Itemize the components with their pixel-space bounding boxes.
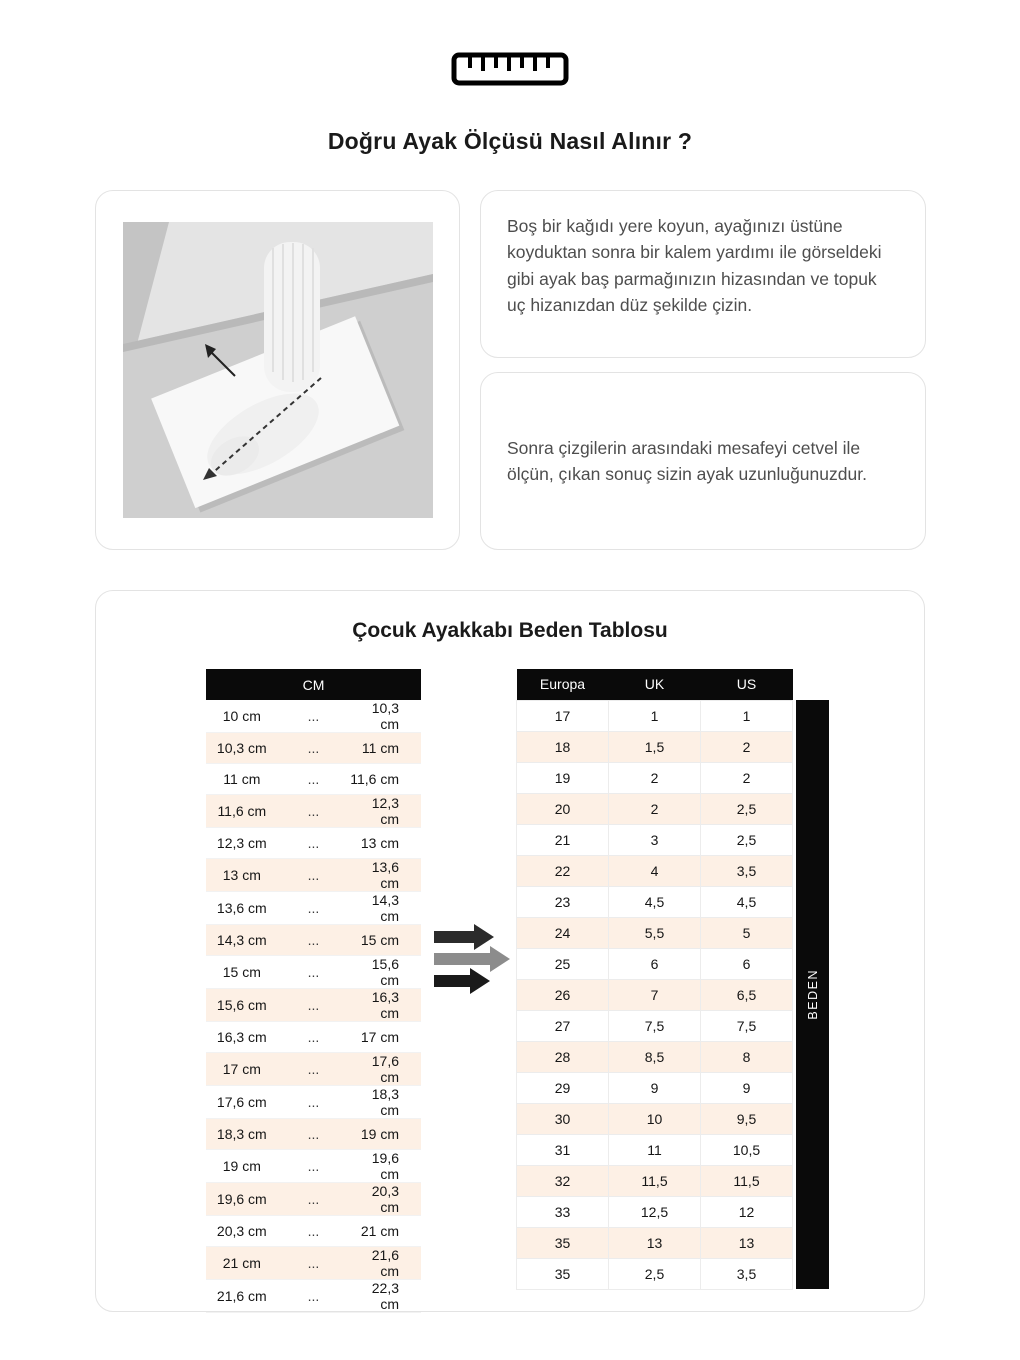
cm-range-separator: ... [278,1280,350,1313]
cm-range-from: 13,6 cm [206,892,278,925]
foot-photo-card [95,190,460,550]
cm-range-from: 10 cm [206,700,278,733]
size-us: 9 [701,1072,793,1103]
size-table-row [517,855,793,886]
size-us: 4,5 [701,886,793,917]
size-uk: 5,5 [609,917,701,948]
size-uk: 6 [609,948,701,979]
size-us: 7,5 [701,1010,793,1041]
size-us: 2,5 [701,793,793,824]
cm-range-to: 13 cm [349,828,421,859]
size-us: 13 [701,1227,793,1258]
size-table-row [517,1010,793,1041]
cm-range-from: 11,6 cm [206,795,278,828]
cm-range-from: 19,6 cm [206,1183,278,1216]
cm-range-to: 14,3 cm [349,892,421,925]
size-us: 1 [701,700,793,731]
size-us: 2 [701,762,793,793]
size-table-row [517,1227,793,1258]
size-europa: 18 [517,731,609,762]
size-us: 2,5 [701,824,793,855]
size-table-row [517,1134,793,1165]
instruction-card-2 [480,372,926,550]
cm-table-row [206,795,421,828]
size-uk: 10 [609,1103,701,1134]
size-table-row [517,700,793,731]
size-us: 6 [701,948,793,979]
size-europa: 32 [517,1165,609,1196]
size-europa: 23 [517,886,609,917]
cm-table-row [206,925,421,956]
size-uk: 7,5 [609,1010,701,1041]
size-uk: 7 [609,979,701,1010]
cm-range-from: 21 cm [206,1247,278,1280]
beden-label: BEDEN [805,969,820,1020]
cm-range-separator: ... [278,1119,350,1150]
size-europa: 19 [517,762,609,793]
size-uk: 13 [609,1227,701,1258]
size-uk: 9 [609,1072,701,1103]
cm-table-row [206,1086,421,1119]
size-table-row [517,1041,793,1072]
size-us: 9,5 [701,1103,793,1134]
cm-range-separator: ... [278,733,350,764]
size-uk: 1 [609,700,701,731]
size-uk: 2 [609,762,701,793]
cm-range-separator: ... [278,1086,350,1119]
size-uk: 2 [609,793,701,824]
cm-range-from: 16,3 cm [206,1022,278,1053]
size-chart-card [95,590,925,1312]
cm-range-separator: ... [278,1150,350,1183]
size-europa: 33 [517,1196,609,1227]
cm-range-separator: ... [278,859,350,892]
cm-range-separator: ... [278,892,350,925]
cm-table-row [206,956,421,989]
cm-range-to: 21 cm [349,1216,421,1247]
instruction-card-1 [480,190,926,358]
cm-range-to: 21,6 cm [349,1247,421,1280]
size-table-row [517,886,793,917]
cm-range-separator: ... [278,1022,350,1053]
cm-range-to: 19 cm [349,1119,421,1150]
size-us: 3,5 [701,1258,793,1289]
cm-table-header: CM [206,669,421,700]
size-table-row [517,1072,793,1103]
size-table-header: US [701,669,793,700]
cm-range-from: 18,3 cm [206,1119,278,1150]
cm-range-separator: ... [278,1247,350,1280]
cm-range-to: 19,6 cm [349,1150,421,1183]
cm-range-separator: ... [278,1183,350,1216]
instruction-step-1: Boş bir kağıdı yere koyun, ayağınızı üstüne koyduktan sonra bir kalem yardımı ile görseldeki gibi ayak baş parmağınızın hizasından ve topuk uç hizanızdan düz şekilde çizin. [507,216,882,315]
cm-table-row [206,892,421,925]
size-uk: 11 [609,1134,701,1165]
cm-table-row [206,1119,421,1150]
size-uk: 4 [609,855,701,886]
size-us: 10,5 [701,1134,793,1165]
cm-range-to: 12,3 cm [349,795,421,828]
size-us: 3,5 [701,855,793,886]
cm-table-row [206,1053,421,1086]
size-us: 5 [701,917,793,948]
size-table-row [517,731,793,762]
cm-range-separator: ... [278,925,350,956]
size-table-row [517,979,793,1010]
size-table-row [517,824,793,855]
size-table-row [517,1196,793,1227]
cm-range-to: 11,6 cm [349,764,421,795]
cm-range-to: 17,6 cm [349,1053,421,1086]
cm-range-from: 17,6 cm [206,1086,278,1119]
cm-range-from: 17 cm [206,1053,278,1086]
cm-table-row [206,733,421,764]
size-table-header: UK [609,669,701,700]
size-table-header-row [517,669,793,700]
ruler-icon [0,52,1020,86]
cm-range-to: 10,3 cm [349,700,421,733]
size-us: 11,5 [701,1165,793,1196]
cm-table-row [206,828,421,859]
size-table-row [517,917,793,948]
cm-range-separator: ... [278,1216,350,1247]
arrow-right-icon [434,968,490,994]
cm-range-to: 13,6 cm [349,859,421,892]
cm-range-from: 14,3 cm [206,925,278,956]
size-us: 12 [701,1196,793,1227]
cm-range-to: 18,3 cm [349,1086,421,1119]
cm-range-separator: ... [278,795,350,828]
size-table-row [517,1258,793,1289]
cm-range-from: 12,3 cm [206,828,278,859]
cm-table-row [206,1150,421,1183]
size-europa: 30 [517,1103,609,1134]
instruction-step-2: Sonra çizgilerin arasındaki mesafeyi cetvel ile ölçün, çıkan sonuç sizin ayak uzunluğunuzdur. [507,437,867,484]
size-europa: 20 [517,793,609,824]
cm-range-to: 16,3 cm [349,989,421,1022]
cm-range-to: 17 cm [349,1022,421,1053]
size-chart-title: Çocuk Ayakkabı Beden Tablosu [352,619,668,642]
size-europa: 26 [517,979,609,1010]
size-europa: 35 [517,1227,609,1258]
size-table-body [517,700,793,1289]
size-europa: 29 [517,1072,609,1103]
cm-range-from: 15,6 cm [206,989,278,1022]
size-europa: 31 [517,1134,609,1165]
cm-range-separator: ... [278,700,350,733]
size-europa: 17 [517,700,609,731]
size-table [516,669,793,1290]
size-uk: 8,5 [609,1041,701,1072]
size-europa: 27 [517,1010,609,1041]
size-uk: 2,5 [609,1258,701,1289]
cm-table [206,669,421,1313]
cm-range-to: 20,3 cm [349,1183,421,1216]
cm-table-row [206,859,421,892]
conversion-arrows [432,921,516,997]
size-europa: 24 [517,917,609,948]
cm-table-row [206,700,421,733]
size-europa: 25 [517,948,609,979]
size-us: 8 [701,1041,793,1072]
cm-range-separator: ... [278,828,350,859]
size-us: 6,5 [701,979,793,1010]
size-uk: 11,5 [609,1165,701,1196]
size-uk: 4,5 [609,886,701,917]
size-europa: 22 [517,855,609,886]
cm-range-from: 19 cm [206,1150,278,1183]
cm-table-row [206,1280,421,1313]
size-table-row [517,1165,793,1196]
size-table-row [517,1103,793,1134]
cm-range-separator: ... [278,956,350,989]
cm-table-header-row [206,669,421,700]
cm-range-separator: ... [278,764,350,795]
cm-range-separator: ... [278,989,350,1022]
foot-measurement-photo [123,222,433,518]
cm-range-to: 15 cm [349,925,421,956]
size-europa: 28 [517,1041,609,1072]
cm-range-separator: ... [278,1053,350,1086]
cm-range-from: 10,3 cm [206,733,278,764]
size-us: 2 [701,731,793,762]
cm-table-row [206,989,421,1022]
cm-range-from: 11 cm [206,764,278,795]
size-table-header: Europa [517,669,609,700]
cm-table-row [206,1216,421,1247]
cm-table-row [206,1022,421,1053]
arrow-right-icon [434,924,494,950]
size-table-row [517,762,793,793]
cm-range-from: 15 cm [206,956,278,989]
size-uk: 3 [609,824,701,855]
size-table-row [517,948,793,979]
size-uk: 1,5 [609,731,701,762]
cm-table-row [206,1183,421,1216]
size-uk: 12,5 [609,1196,701,1227]
cm-range-to: 11 cm [349,733,421,764]
arrow-right-icon [434,946,510,972]
beden-side-bar [796,700,829,1289]
page-title: Doğru Ayak Ölçüsü Nasıl Alınır ? [327,128,693,154]
cm-range-from: 20,3 cm [206,1216,278,1247]
cm-range-to: 22,3 cm [349,1280,421,1313]
cm-table-row [206,764,421,795]
cm-range-from: 13 cm [206,859,278,892]
cm-range-to: 15,6 cm [349,956,421,989]
size-table-row [517,793,793,824]
size-europa: 35 [517,1258,609,1289]
cm-table-body [206,700,421,1313]
cm-table-row [206,1247,421,1280]
size-europa: 21 [517,824,609,855]
cm-range-from: 21,6 cm [206,1280,278,1313]
